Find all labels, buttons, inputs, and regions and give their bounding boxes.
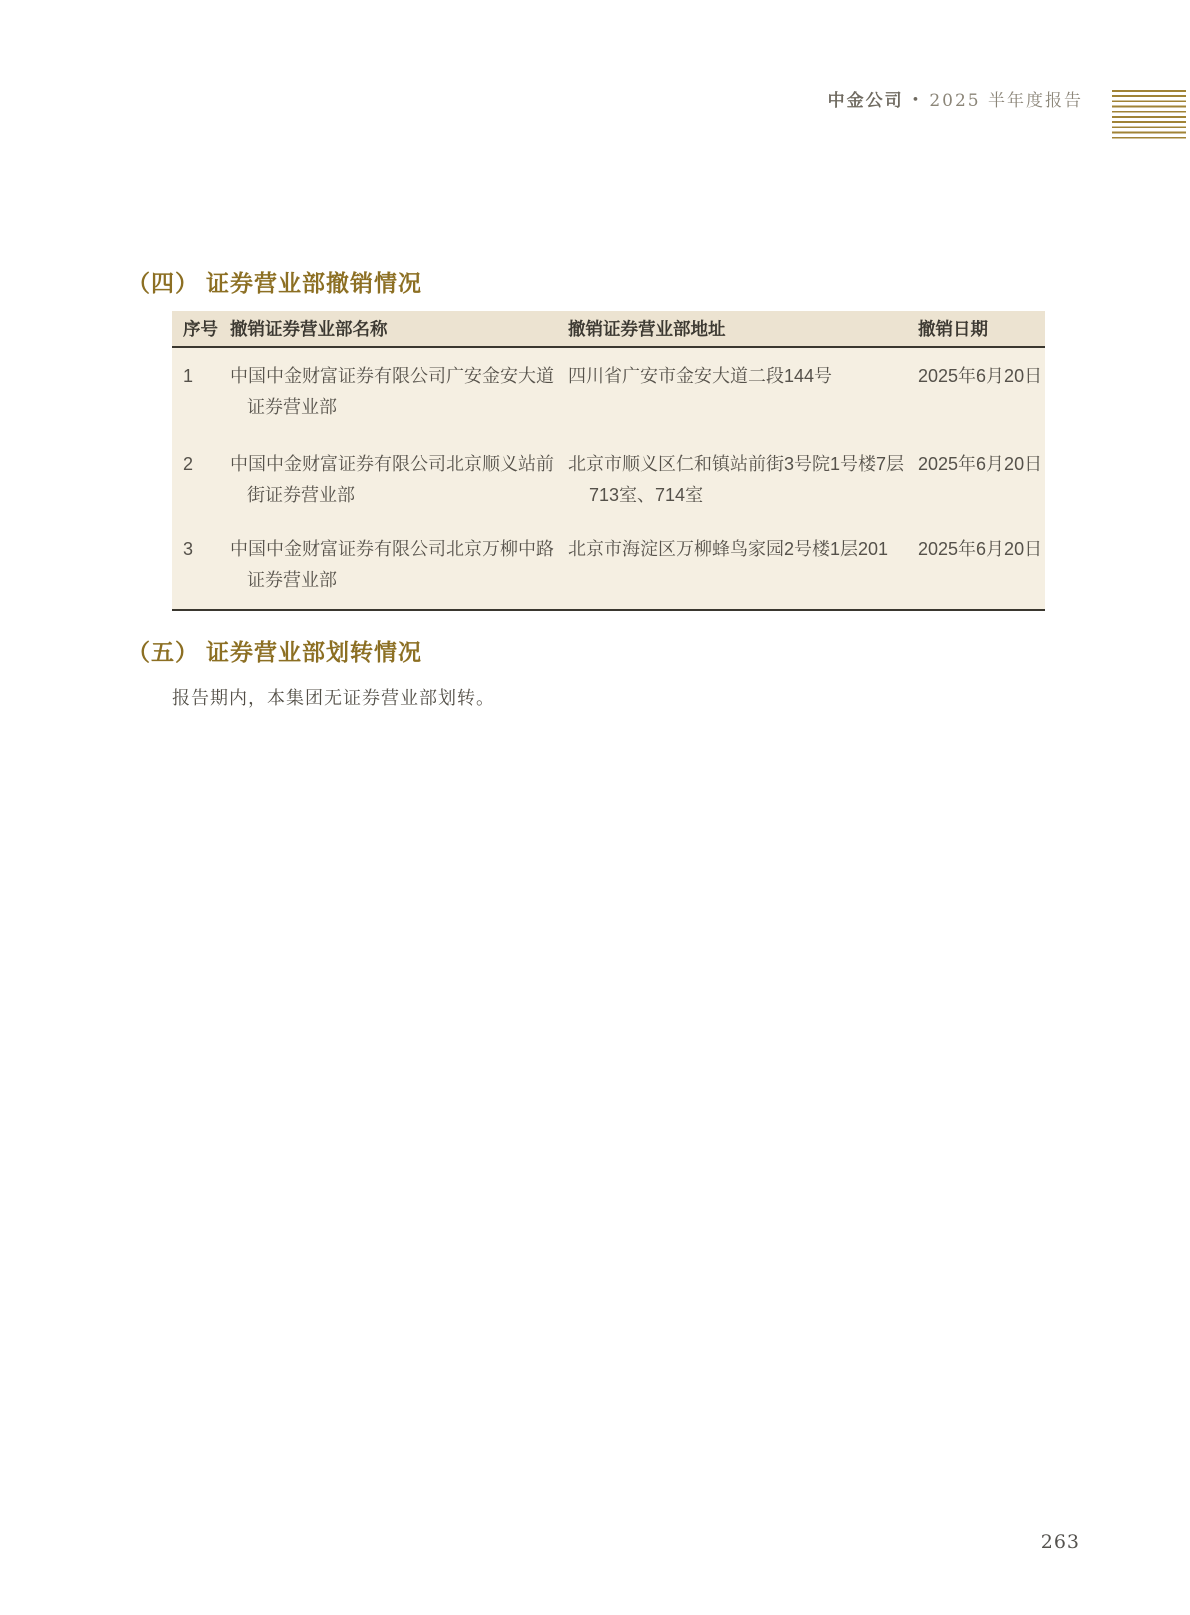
- section4-heading: [127, 265, 422, 298]
- address-line-1: 北京市顺义区仁和镇站前街3号院1号楼7层: [568, 454, 905, 474]
- header-address: 撤销证券营业部地址: [568, 319, 726, 339]
- report-title: 2025 半年度报告: [929, 91, 1083, 111]
- cell-address: [568, 534, 913, 609]
- cell-date: 2025年6月20日: [918, 366, 1043, 386]
- page-number: 263: [1040, 1531, 1080, 1553]
- cell-name: [230, 449, 568, 521]
- cell-name: [230, 534, 568, 609]
- cell-index: 3: [183, 539, 194, 559]
- cell-name: [230, 361, 568, 436]
- cell-index: 1: [183, 366, 194, 386]
- name-line-1: 中国中金财富证券有限公司广安金安大道: [230, 366, 554, 386]
- decorative-lines-icon: [1112, 90, 1186, 139]
- section5-heading: [127, 634, 422, 667]
- header-index: 序号: [183, 319, 218, 339]
- header-name: 撤销证券营业部名称: [230, 319, 388, 339]
- name-line-2: 证券营业部: [247, 570, 337, 590]
- address-line-2: 713室、714室: [589, 485, 704, 505]
- section5-body: 报告期内，本集团无证券营业部划转。: [172, 688, 495, 708]
- section5-title-text: 证券营业部划转情况: [206, 639, 422, 665]
- cell-date: 2025年6月20日: [918, 539, 1043, 559]
- header-date: 撤销日期: [918, 319, 988, 339]
- name-line-1: 中国中金财富证券有限公司北京万柳中路: [230, 539, 554, 559]
- address-line-1: 四川省广安市金安大道二段144号: [568, 366, 833, 386]
- cancellation-table: [172, 311, 1045, 611]
- cell-address: [568, 449, 913, 521]
- name-line-2: 街证券营业部: [247, 485, 355, 505]
- address-line-1: 北京市海淀区万柳蜂鸟家园2号楼1层201: [568, 539, 889, 559]
- page-header: [828, 86, 1083, 111]
- name-line-1: 中国中金财富证券有限公司北京顺义站前: [230, 454, 554, 474]
- section5-number: （五）: [127, 639, 199, 665]
- table-row: [172, 348, 1045, 436]
- cell-date: 2025年6月20日: [918, 454, 1043, 474]
- name-line-2: 证券营业部: [247, 397, 337, 417]
- company-name: 中金公司: [827, 91, 904, 111]
- table-header-row: [172, 311, 1045, 348]
- section4-title-text: 证券营业部撤销情况: [206, 270, 422, 296]
- table-row: [172, 436, 1045, 521]
- cell-address: [568, 361, 913, 436]
- header-bullet-icon: •: [911, 93, 922, 108]
- table-row: [172, 521, 1045, 609]
- cell-index: 2: [183, 454, 194, 474]
- section4-number: （四）: [127, 270, 199, 296]
